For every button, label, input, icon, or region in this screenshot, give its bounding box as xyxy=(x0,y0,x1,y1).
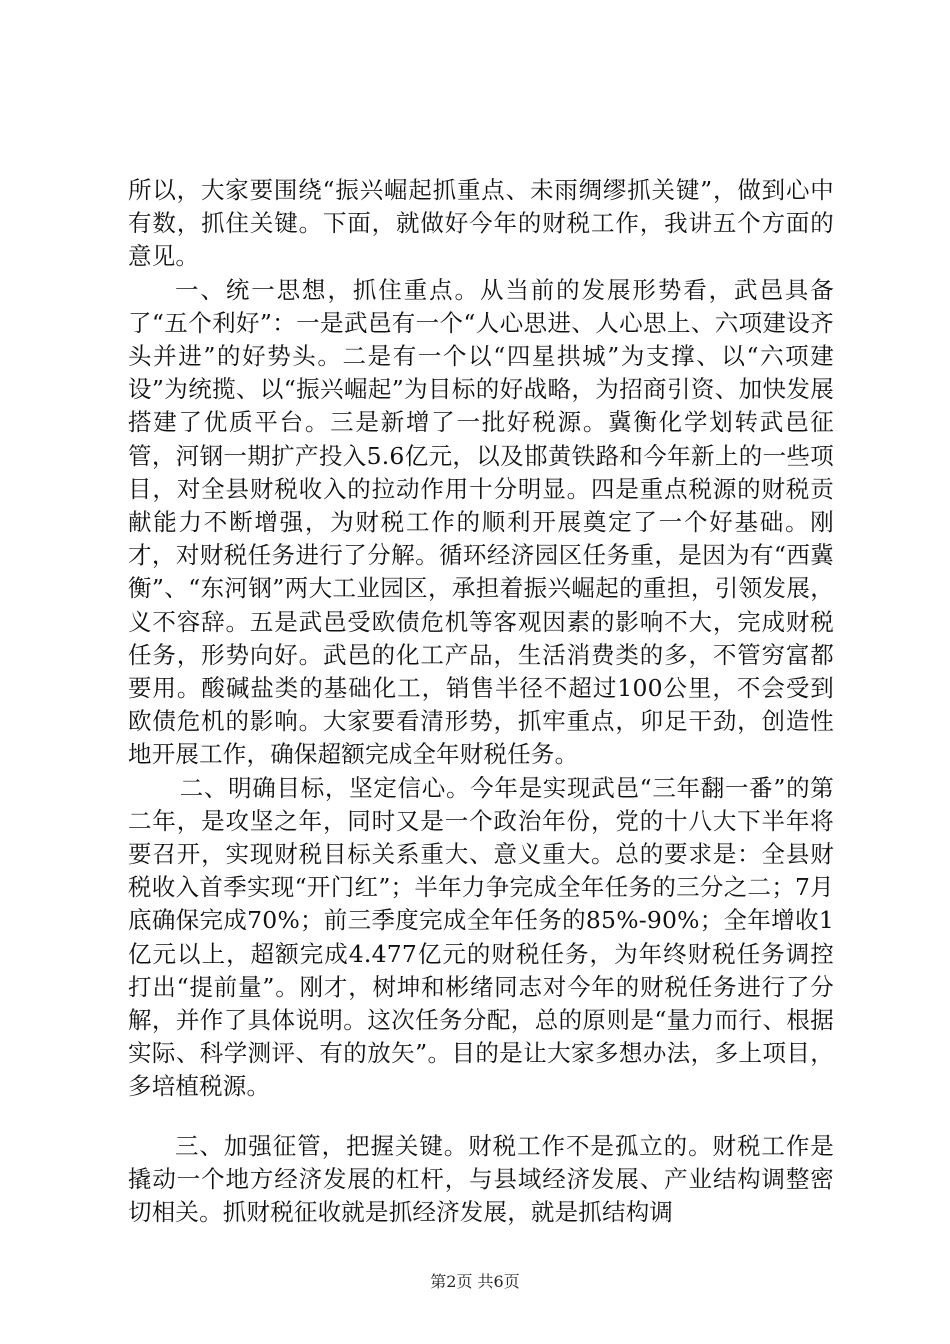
paragraph-intro: 所以，大家要围绕“振兴崛起抓重点、未雨绸缪抓关键”，做到心中有数，抓住关键。下面，就做好今年的财税工作，我讲五个方面的意见。 xyxy=(128,176,834,271)
paragraph-section-two: 二、明确目标，坚定信心。今年是实现武邑“三年翻一番”的第二年，是攻坚之年，同时又是一个政治年份，党的十八大下半年将要召开，实现财税目标关系重大、意义重大。总的要求是：全县财税收入首季实现“开门红”；半年力争完成全年任务的三分之二；7月底确保完成70%；前三季度完成全年任务的85%-90%；全年增收1亿元以上，超额完成4.477亿元的财税任务，为年终财税任务调控打出“提前量”。刚才，树坤和彬绪同志对今年的财税任务进行了分解，并作了具体说明。这次任务分配，总的原则是“量力而行、根据实际、科学测评、有的放矢”。目的是让大家多想办法，多上项目，多培植税源。 xyxy=(128,773,834,1101)
document-body xyxy=(128,174,834,1229)
page-number-footer: 第2页 共6页 xyxy=(430,1272,520,1291)
paragraph-gap xyxy=(128,1104,834,1130)
paragraph-section-one: 一、统一思想，抓住重点。从当前的发展形势看，武邑具备了“五个利好”：一是武邑有一个“人心思进、人心思上、六项建设齐头并进”的好势头。二是有一个以“四星拱城”为支撑、以“六项建设”为统揽、以“振兴崛起”为目标的好战略，为招商引资、加快发展搭建了优质平台。三是新增了一批好税源。冀衡化学划转武邑征管，河钢一期扩产投入5.6亿元，以及邯黄铁路和今年新上的一些项目，对全县财税收入的拉动作用十分明显。四是重点税源的财税贡献能力不断增强，为财税工作的顺利开展奠定了一个好基础。刚才，对财税任务进行了分解。循环经济园区任务重，是因为有“西冀衡”、“东河钢”两大工业园区，承担着振兴崛起的重担，引领发展，义不容辞。五是武邑受欧债危机等客观因素的影响不大，完成财税任务，形势向好。武邑的化工产品，生活消费类的多，不管穷富都要用。酸碱盐类的基础化工，销售半径不超过100公里，不会受到欧债危机的影响。大家要看清形势，抓牢重点，卯足干劲，创造性地开展工作，确保超额完成全年财税任务。 xyxy=(128,275,834,769)
paragraph-section-three: 三、加强征管，把握关键。财税工作不是孤立的。财税工作是撬动一个地方经济发展的杠杆，与县域经济发展、产业结构调整密切相关。抓财税征收就是抓经济发展，就是抓结构调 xyxy=(128,1131,834,1227)
